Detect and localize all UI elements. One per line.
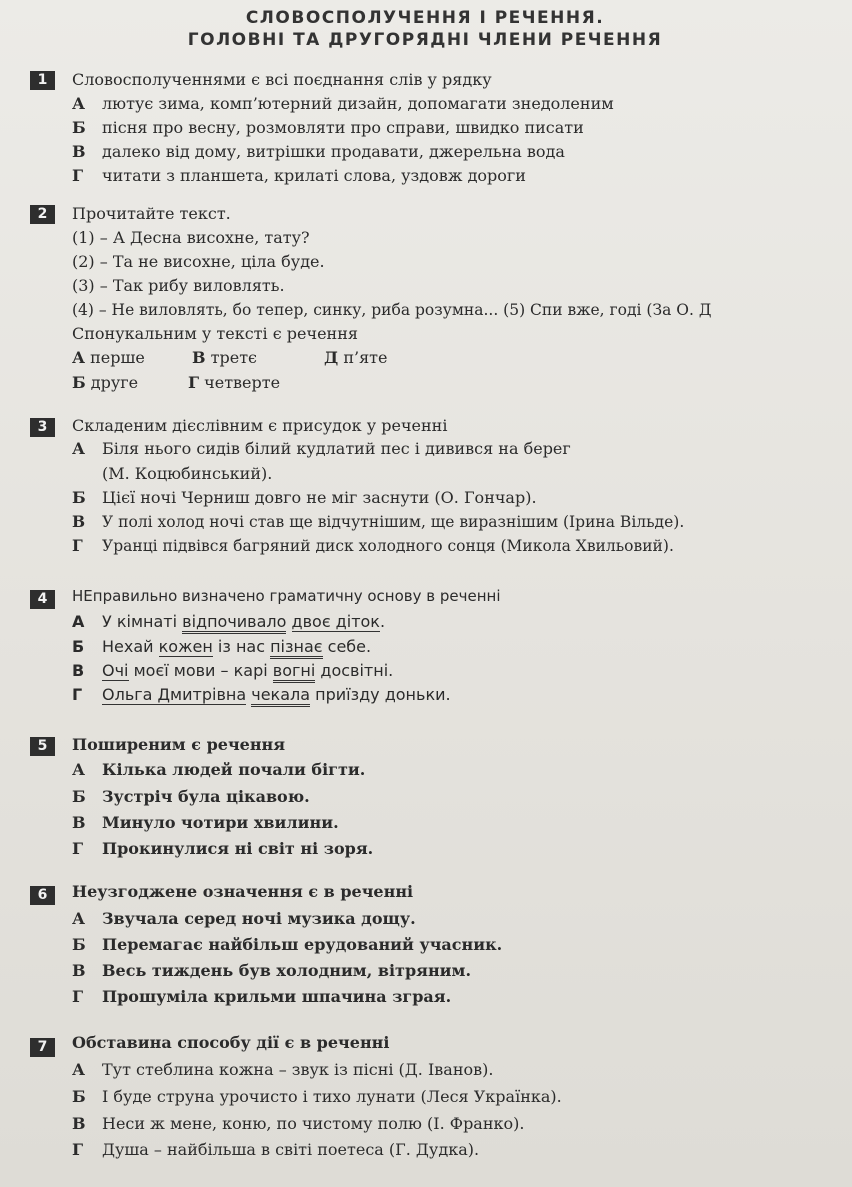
predicate: відпочивало (182, 612, 286, 634)
option-b: Б Цієї ночі Черниш довго не міг заснути (О. Гончар). (72, 488, 537, 507)
task-question: Поширеним є речення (72, 735, 286, 754)
text-sentence-1: (1) – А Десна висохне, тату? (72, 228, 310, 247)
task-question: Словосполученнями є всі поєднання слів у рядку (72, 70, 492, 89)
task-question: Обставина способу дії є в реченні (72, 1033, 390, 1052)
predicate: вогні (273, 661, 316, 683)
predicate: пізнає (270, 637, 322, 659)
task-number: 2 (30, 205, 55, 224)
option-b: Б Перемагає найбільш ерудований учасник. (72, 935, 503, 954)
option-v: В далеко від дому, витрішки продавати, джерельна вода (72, 142, 565, 161)
option-b: Б І буде струна урочисто і тихо лунати (Леся Українка). (72, 1087, 562, 1106)
option-v: В третє (192, 348, 257, 367)
option-a: А Кілька людей почали бігти. (72, 760, 366, 779)
option-a: А лютує зима, комп’ютерний дизайн, допомагати знедоленим (72, 94, 614, 113)
task-question: Неузгоджене означення є в реченні (72, 882, 414, 901)
option-b: Б пісня про весну, розмовляти про справи, швидко писати (72, 118, 584, 137)
option-a: А перше (72, 348, 145, 367)
task-number: 1 (30, 71, 55, 90)
option-v: В Очі моєї мови – карі вогні досвітні. (72, 661, 393, 681)
task-number: 4 (30, 590, 55, 609)
option-h: Г Прошуміла крильми шпачина зграя. (72, 987, 452, 1006)
subject: Ольга Дмитрівна (102, 685, 247, 704)
option-v: В Весь тиждень був холодним, вітряним. (72, 961, 472, 980)
task-number: 6 (30, 886, 55, 905)
option-a-author: (М. Коцюбинський). (102, 464, 273, 483)
page-title: СЛОВОСПОЛУЧЕННЯ І РЕЧЕННЯ. (245, 8, 605, 28)
task-question: Складеним дієслівним є присудок у реченні (72, 416, 448, 435)
text-sentence-4: (4) – Не виловлять, бо тепер, синку, риба розумна... (5) Спи вже, годі (За О. Д (72, 301, 712, 319)
option-h: Г Прокинулися ні світ ні зоря. (72, 839, 374, 858)
option-h: Г Ольга Дмитрівна чекала приїзду доньки. (72, 685, 451, 705)
option-a: А Звучала серед ночі музика дощу. (72, 909, 416, 928)
option-b: Б друге (72, 373, 139, 392)
text-sentence-2: (2) – Та не висохне, ціла буде. (72, 252, 325, 271)
subject: Очі (102, 661, 129, 680)
option-v: В У полі холод ночі став ще відчутнішим, ще виразнішим (Ірина Вільде). (72, 512, 685, 531)
task-question: НЕправильно визначено граматичну основу в реченні (72, 587, 501, 605)
option-b: Б Зустріч була цікавою. (72, 787, 310, 806)
task-question: Прочитайте текст. (72, 204, 231, 223)
option-a: А Тут стеблина кожна – звук із пісні (Д. Іванов). (72, 1060, 494, 1079)
options-row-1 (72, 348, 388, 368)
subject: кожен (158, 637, 213, 656)
option-h: Г Уранці підвівся багряний диск холодного сонця (Микола Хвильовий). (72, 536, 674, 555)
option-v: В Неси ж мене, коню, по чистому полю (І. Франко). (72, 1114, 525, 1133)
option-h: Г читати з планшета, крилаті слова, уздовж дороги (72, 166, 526, 185)
subject: двоє діток (291, 612, 380, 631)
option-b: Б Нехай кожен із нас пізнає себе. (72, 637, 371, 657)
option-h: Г четверте (188, 373, 281, 392)
task-subquestion: Спонукальним у тексті є речення (72, 324, 358, 343)
task-number: 7 (30, 1038, 55, 1057)
task-number: 5 (30, 737, 55, 756)
page-subtitle: ГОЛОВНІ ТА ДРУГОРЯДНІ ЧЛЕНИ РЕЧЕННЯ (187, 30, 663, 50)
option-a: А У кімнаті відпочивало двоє діток. (72, 612, 385, 632)
option-h: Г Душа – найбільша в світі поетеса (Г. Дудка). (72, 1140, 480, 1159)
options-row-2 (72, 373, 280, 393)
option-v: В Минуло чотири хвилини. (72, 813, 339, 832)
option-d: Д п’яте (324, 348, 388, 367)
task-number: 3 (30, 418, 55, 437)
option-a: А Біля нього сидів білий кудлатий пес і дивився на берег (72, 439, 571, 458)
predicate: чекала (251, 685, 310, 707)
text-sentence-3: (3) – Так рибу виловлять. (72, 276, 285, 295)
